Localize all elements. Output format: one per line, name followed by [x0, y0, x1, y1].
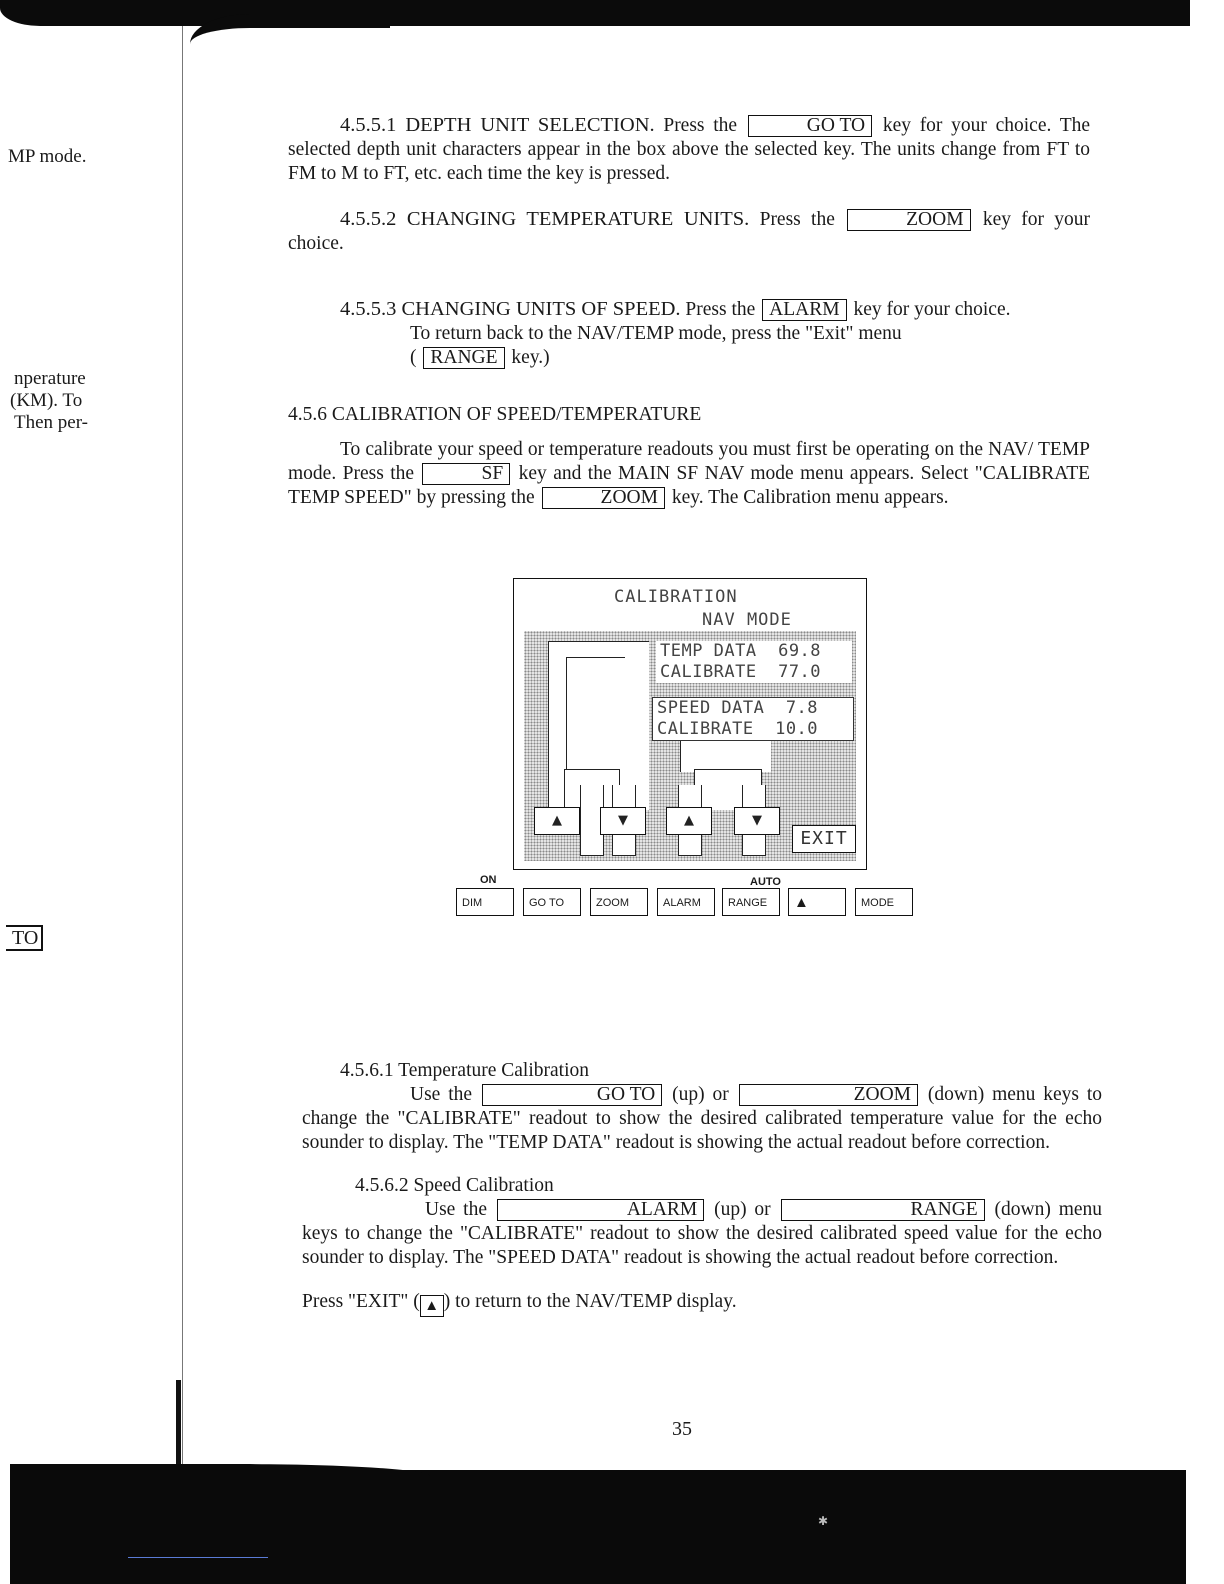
section-heading: 4.5.6.2 Speed Calibration	[355, 1175, 554, 1196]
auto-label: AUTO	[750, 876, 781, 888]
section-456	[288, 438, 1090, 510]
section-heading: 4.5.5.3 CHANGING UNITS OF SPEED.	[340, 298, 681, 320]
alarm-key-label: ALARM	[762, 299, 846, 321]
goto-key-label: GO TO	[748, 115, 872, 137]
alarm-key-label: ALARM	[497, 1199, 704, 1221]
margin-fragment: Then per-	[14, 412, 88, 433]
zoom-key-label: ZOOM	[542, 487, 665, 509]
section-4562	[302, 1198, 1102, 1270]
scan-top-curve	[190, 14, 390, 68]
hardware-key-row	[456, 874, 916, 920]
margin-fragment: (KM). To	[10, 390, 83, 411]
exit-instruction	[302, 1290, 1102, 1317]
body-text: Press the	[663, 115, 738, 136]
body-text: key for your choice.	[853, 299, 1011, 320]
scan-top-border	[0, 0, 1190, 26]
body-text: Use the	[425, 1199, 487, 1220]
margin-fragment-key: TO	[6, 925, 43, 951]
range-key-label: RANGE	[423, 347, 504, 369]
zoom-key: ZOOM	[590, 888, 648, 916]
section-heading: 4.5.5.2 CHANGING TEMPERATURE UNITS.	[340, 208, 750, 230]
up-key-icon: ▲	[788, 888, 846, 916]
margin-fragment: nperature	[14, 368, 86, 389]
section-456-heading: 4.5.6 CALIBRATION OF SPEED/TEMPERATURE	[288, 404, 702, 425]
zoom-key-label: ZOOM	[847, 209, 970, 231]
temp-data-line: TEMP DATA 69.8	[660, 641, 822, 661]
range-key: RANGE	[722, 888, 780, 916]
section-heading: 4.5.5.1 DEPTH UNIT SELECTION.	[340, 114, 655, 136]
body-text: key and the MAIN SF NAV mode menu appears. Select "CALIBRATE TEMP SPEED" by pressing the	[288, 463, 1091, 508]
scan-speck-icon: ✱	[818, 1514, 829, 1528]
section-heading: 4.5.6.1 Temperature Calibration	[340, 1060, 589, 1081]
speed-data-line: SPEED DATA 7.8	[657, 698, 819, 718]
book-spine	[182, 26, 183, 1476]
zoom-key-label: ZOOM	[739, 1084, 918, 1106]
section-4553-return	[410, 322, 1090, 370]
speed-calibrate-line: CALIBRATE 10.0	[657, 719, 819, 739]
body-text: (down) menu keys to change the "CALIBRATE" readout to show the desired calibrated temperature value for the echo sounder to display. The "TEMP DATA" readout is showing the actual readout before correction.	[302, 1084, 1103, 1153]
up-arrow-icon: ▲	[534, 807, 580, 835]
speed-readout-box	[652, 697, 854, 741]
body-text: (	[410, 347, 417, 368]
range-key-label: RANGE	[781, 1199, 985, 1221]
body-text: (down) menu keys to change the "CALIBRATE" readout to show the desired calibrated speed value for the echo sounder to display. The "SPEED DATA" readout is showing the actual readout before correction.	[302, 1199, 1103, 1268]
body-text: Use the	[410, 1084, 473, 1105]
scan-bottom-border	[10, 1470, 1186, 1584]
divider-line	[128, 1557, 268, 1558]
up-arrow-icon: ▲	[666, 807, 712, 835]
section-4551	[288, 113, 1090, 186]
exit-softkey: EXIT	[792, 825, 856, 853]
section-4561	[302, 1083, 1102, 1155]
body-text: To return back to the NAV/TEMP mode, press the "Exit" menu	[410, 323, 902, 344]
temp-readout-box	[656, 641, 852, 683]
on-label: ON	[480, 874, 497, 886]
calibration-screen	[513, 578, 867, 870]
alarm-key: ALARM	[657, 888, 715, 916]
section-4561-heading	[340, 1059, 1100, 1083]
section-4552	[288, 207, 1090, 256]
dim-key: DIM	[456, 888, 514, 916]
up-triangle-key-icon: ▲	[420, 1295, 444, 1317]
body-text: To calibrate your speed or temperature readouts you must first be operating on the NAV/ TEMP mode. Press the	[288, 439, 1090, 484]
section-4553	[340, 297, 1088, 322]
body-text: Press the	[759, 209, 835, 230]
mode-key: MODE	[855, 888, 913, 916]
body-text: (up) or	[714, 1199, 771, 1220]
body-text: Press "EXIT" (	[302, 1291, 420, 1312]
book-spine-shadow	[176, 1380, 181, 1470]
screen-title: CALIBRATION	[614, 587, 738, 607]
screen-subtitle: NAV MODE	[702, 610, 792, 630]
body-text: ) to return to the NAV/TEMP display.	[443, 1291, 737, 1312]
body-text: (up) or	[672, 1084, 729, 1105]
body-text: key. The Calibration menu appears.	[671, 487, 949, 508]
page-number: 35	[672, 1418, 692, 1440]
body-text: Press the	[685, 299, 756, 320]
goto-key-label: GO TO	[482, 1084, 662, 1106]
margin-fragment: MP mode.	[8, 146, 87, 167]
body-text: key for your choice. The selected depth unit characters appear in the box above the selected key. The units change from FT to FM to M to FT, etc. each time the key is pressed.	[288, 115, 1091, 184]
goto-key: GO TO	[523, 888, 581, 916]
down-arrow-icon: ▼	[734, 807, 780, 835]
section-4562-heading	[355, 1174, 1100, 1198]
body-text: key for your choice.	[288, 209, 1091, 254]
temp-calibrate-line: CALIBRATE 77.0	[660, 662, 822, 682]
body-text: key.)	[511, 347, 550, 368]
down-arrow-icon: ▼	[600, 807, 646, 835]
sf-key-label: SF	[422, 463, 510, 485]
